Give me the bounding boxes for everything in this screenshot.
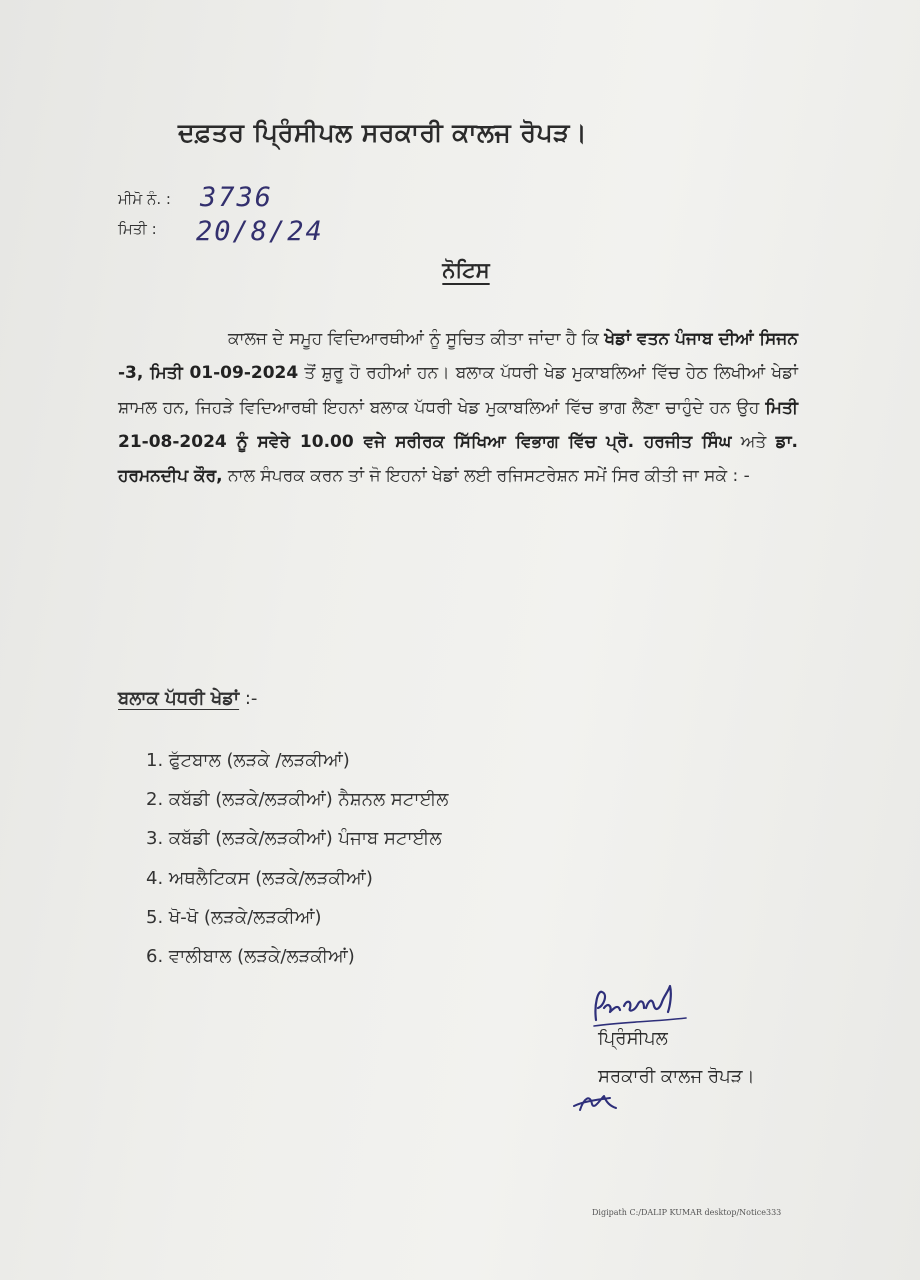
paragraph-text-1: ਕਾਲਜ ਦੇ ਸਮੂਹ ਵਿਦਿਆਰਥੀਆਂ ਨੂੰ ਸੂਚਿਤ ਕੀਤਾ ਜਾਂਦਾ ਹੈ ਕਿ bbox=[228, 329, 605, 349]
paragraph-bold-1: ਖੇਡਾਂ ਵਤਨ ਪੰਜਾਬ ਦੀਆਂ ਸਿਜਨ -3, ਮਿਤੀ 01-09-2024 bbox=[118, 329, 799, 384]
paragraph-text-3: ਅਤੇ bbox=[731, 431, 776, 452]
signatory-title: ਪ੍ਰਿੰਸੀਪਲ bbox=[598, 1028, 668, 1049]
memo-date-row bbox=[118, 220, 178, 238]
paragraph-bold-2: ਮਿਤੀ 21-08-2024 ਨੂੰ ਸਵੇਰੇ 10.00 ਵਜੇ ਸਰੀਰਕ ਸਿੱਖਿਆ ਵਿਭਾਗ ਵਿੱਚ ਪ੍ਰੋ. ਹਰਜੀਤ ਸਿੰਘ bbox=[118, 397, 798, 452]
list-item: 2. ਕਬੱਡੀ (ਲੜਕੇ/ਲੜਕੀਆਂ) ਨੈਸ਼ਨਲ ਸਟਾਈਲ bbox=[146, 789, 449, 811]
handwritten-initials bbox=[570, 1088, 620, 1114]
games-list bbox=[146, 746, 448, 981]
notice-title: ਨੋਟਿਸ bbox=[442, 258, 490, 282]
paragraph-bold-3: ਡਾ. ਹਰਮਨਦੀਪ ਕੌਰ, bbox=[118, 431, 799, 487]
paragraph-text-4: ਨਾਲ ਸੰਪਰਕ ਕਰਨ ਤਾਂ ਜੋ ਇਹਨਾਂ ਖੇਡਾਂ ਲਈ ਰਜਿਸਟਰੇਸ਼ਨ ਸਮੇਂ ਸਿਰ ਕੀਤੀ ਜਾ ਸਕੇ : - bbox=[222, 466, 750, 487]
footer-path: Digipath C:/DALIP KUMAR desktop/Notice333 bbox=[592, 1208, 782, 1217]
list-item: 4. ਅਥਲੈਟਿਕਸ (ਲੜਕੇ/ਲੜਕੀਆਂ) bbox=[146, 867, 373, 889]
memo-number-row bbox=[118, 190, 178, 208]
memo-number-label: ਮੀਮੋ ਨੰ. : bbox=[118, 190, 171, 208]
memo-date-value: 20/8/24 bbox=[196, 216, 324, 247]
list-item: 3. ਕਬੱਡੀ (ਲੜਕੇ/ਲੜਕੀਆਂ) ਪੰਜਾਬ ਸਟਾਈਲ bbox=[146, 828, 442, 850]
list-item: 5. ਖੋ-ਖੋ (ਲੜਕੇ/ਲੜਕੀਆਂ) bbox=[146, 906, 322, 928]
handwritten-signature bbox=[590, 982, 700, 1032]
notice-paragraph bbox=[118, 322, 798, 493]
list-item: 1. ਫੁੱਟਬਾਲ (ਲੜਕੇ /ਲੜਕੀਆਂ) bbox=[146, 750, 350, 771]
memo-number-value: 3736 bbox=[200, 182, 274, 213]
games-heading-row bbox=[118, 688, 257, 709]
list-item: 6. ਵਾਲੀਬਾਲ (ਲੜਕੇ/ਲੜਕੀਆਂ) bbox=[146, 945, 355, 967]
paragraph-text-2: ਤੋਂ ਸ਼ੁਰੂ ਹੋ ਰਹੀਆਂ ਹਨ। ਬਲਾਕ ਪੱਧਰੀ ਖੇਡ ਮੁਕਾਬਲਿਆਂ ਵਿੱਚ ਹੇਠ ਲਿਖੀਆਂ ਖੇਡਾਂ ਸ਼ਾਮਲ ਹਨ, ਜਿਹੜੇ ਵਿਦਿਆਰਥੀ ਇਹਨਾਂ ਬਲਾਕ ਪੱਧਰੀ ਖੇਡ ਮੁਕਾਬਲਿਆਂ ਵਿੱਚ ਭਾਗ ਲੈਣਾ ਚਾਹੁੰਦੇ ਹਨ ਉਹ bbox=[118, 363, 798, 418]
signatory-institution: ਸਰਕਾਰੀ ਕਾਲਜ ਰੋਪੜ। bbox=[598, 1066, 755, 1087]
notice-title-row bbox=[0, 258, 920, 283]
memo-date-label: ਮਿਤੀ : bbox=[118, 220, 157, 238]
games-heading-suffix: :- bbox=[239, 688, 258, 709]
games-heading: ਬਲਾਕ ਪੱਧਰੀ ਖੇਡਾਂ bbox=[118, 688, 240, 709]
office-heading: ਦਫ਼ਤਰ ਪ੍ਰਿੰਸੀਪਲ ਸਰਕਾਰੀ ਕਾਲਜ ਰੋਪੜ। bbox=[178, 118, 588, 147]
